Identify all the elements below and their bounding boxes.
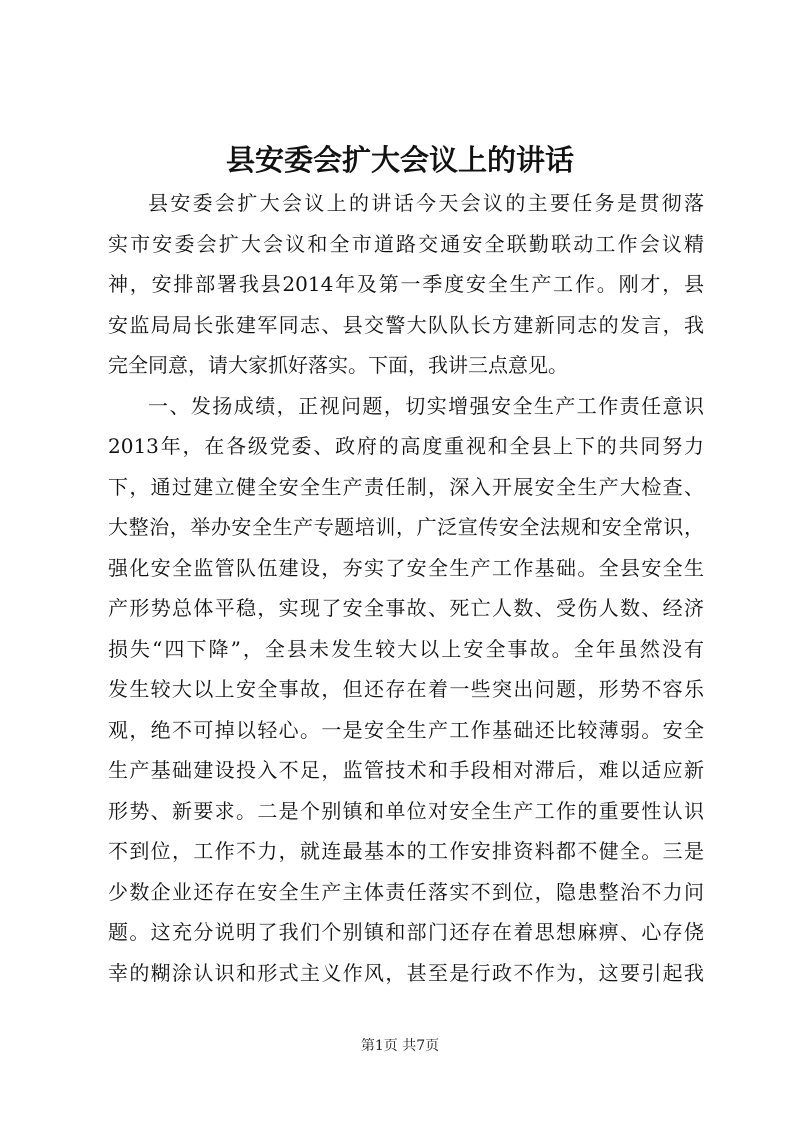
paragraph-line: 题。这充分说明了我们个别镇和部门还存在着思想麻痹、心存侥 <box>108 920 704 944</box>
document-title: 县安委会扩大会议上的讲话 <box>225 143 574 177</box>
paragraph-line: 神，安排部署我县2014年及第一季度安全生产工作。刚才，县 <box>108 272 704 296</box>
paragraph-line: 生产基础建设投入不足，监管技术和手段相对滞后，难以适应新 <box>108 758 704 782</box>
paragraph-line: 幸的糊涂认识和形式主义作风，甚至是行政不作为，这要引起我 <box>108 960 704 985</box>
paragraph-line: 实市安委会扩大会议和全市道路交通安全联勤联动工作会议精 <box>108 231 704 256</box>
paragraph-line: 2013年，在各级党委、政府的高度重视和全县上下的共同努力 <box>108 434 704 458</box>
paragraph-line: 形势、新要求。二是个别镇和单位对安全生产工作的重要性认识 <box>108 798 704 823</box>
section-heading-line: 一、发扬成绩，正视问题，切实增强安全生产工作责任意识 <box>148 393 704 418</box>
paragraph-line: 观，绝不可掉以轻心。一是安全生产工作基础还比较薄弱。安全 <box>108 717 704 742</box>
paragraph-line: 大整治，举办安全生产专题培训，广泛宣传安全法规和安全常识， <box>108 515 704 539</box>
paragraph-line: 完全同意，请大家抓好落实。下面，我讲三点意见。 <box>108 353 568 377</box>
document-body <box>108 183 704 993</box>
paragraph-line: 强化安全监管队伍建设，夯实了安全生产工作基础。全县安全生 <box>108 555 704 580</box>
paragraph-line: 产形势总体平稳，实现了安全事故、死亡人数、受伤人数、经济 <box>108 596 704 620</box>
paragraph-line: 县安委会扩大会议上的讲话今天会议的主要任务是贯彻落 <box>148 191 704 215</box>
paragraph-line: 安监局局长张建军同志、县交警大队队长方建新同志的发言，我 <box>108 312 704 337</box>
paragraph-line: 不到位，工作不力，就连最基本的工作安排资料都不健全。三是 <box>108 839 704 863</box>
paragraph-line: 下，通过建立健全安全生产责任制，深入开展安全生产大检查、 <box>108 474 704 499</box>
paragraph-line: 损失“四下降”，全县未发生较大以上安全事故。全年虽然没有 <box>108 636 704 661</box>
paragraph-line: 发生较大以上安全事故，但还存在着一些突出问题，形势不容乐 <box>108 677 704 701</box>
paragraph-line: 少数企业还存在安全生产主体责任落实不到位，隐患整治不力问 <box>108 879 704 904</box>
page-number-footer: 第1页 共7页 <box>360 1038 440 1054</box>
